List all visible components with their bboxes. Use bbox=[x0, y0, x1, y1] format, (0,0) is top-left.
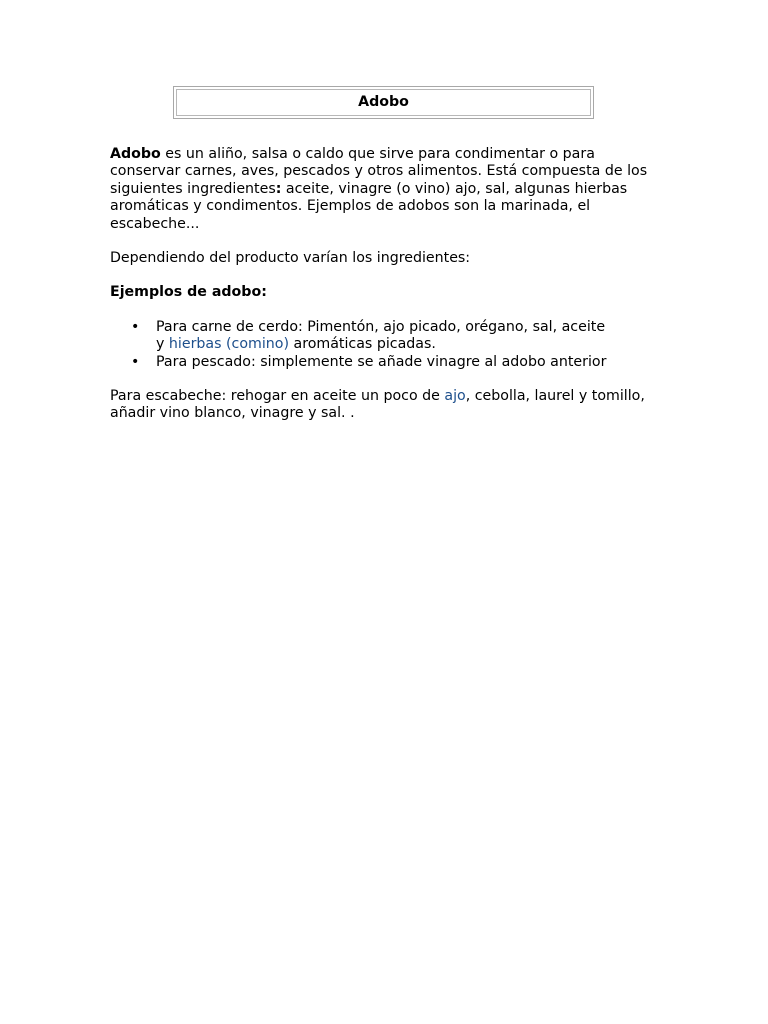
example-pork-line1: Para carne de cerdo: Pimentón, ajo picado, orégano, sal, aceite bbox=[156, 318, 606, 335]
list-item bbox=[131, 318, 655, 354]
intro-term: Adobo bbox=[110, 146, 161, 162]
document-body bbox=[110, 146, 655, 423]
list-item bbox=[131, 353, 655, 371]
examples-list bbox=[110, 319, 655, 371]
intro-colon: : bbox=[275, 180, 282, 197]
example-pork-tail: aromáticas picadas. bbox=[289, 336, 436, 353]
intro-text-a: es un aliño, salsa o caldo que sirve para condimentar o para conservar carnes, aves, pescados y otros alimentos. Está compuesta de los siguientes ingredientes bbox=[110, 146, 648, 197]
intro-text-b: aceite, vinagre (o vino) ajo, sal, algunas hierbas aromáticas y condimentos. Ejemplos de adobos son la marinada, el escabeche... bbox=[110, 180, 628, 232]
title-box bbox=[173, 86, 594, 119]
depends-paragraph: Dependiendo del producto varían los ingredientes: bbox=[110, 250, 471, 267]
example-fish: Para pescado: simplemente se añade vinagre al adobo anterior bbox=[156, 353, 607, 370]
bullet-icon: • bbox=[131, 353, 140, 370]
document-title: Adobo bbox=[176, 89, 591, 116]
intro-paragraph bbox=[110, 146, 655, 233]
examples-heading: Ejemplos de adobo: bbox=[110, 284, 267, 301]
escabeche-text-a: Para escabeche: rehogar en aceite un poco de bbox=[110, 388, 445, 405]
ajo-link[interactable]: ajo bbox=[444, 388, 466, 405]
escabeche-paragraph bbox=[110, 388, 655, 423]
example-pork-y: y bbox=[156, 336, 169, 353]
hierbas-link[interactable]: hierbas (comino) bbox=[168, 336, 289, 353]
escabeche-text-b: , cebolla, laurel y tomillo, añadir vino blanco, vinagre y sal. . bbox=[110, 388, 645, 422]
bullet-icon: • bbox=[131, 318, 140, 335]
